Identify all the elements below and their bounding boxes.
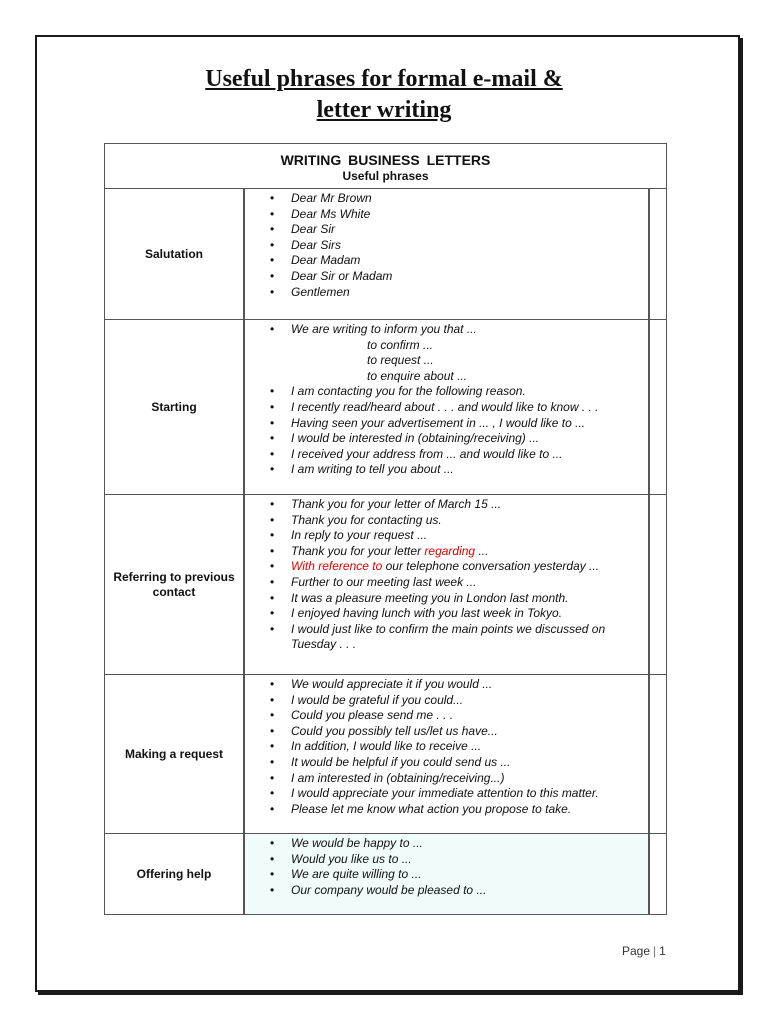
phrase-item: • In reply to your request ... <box>245 528 648 544</box>
phrase-item: • I am writing to tell you about ... <box>245 462 648 478</box>
phrase-item: • Could you please send me . . . <box>245 708 648 724</box>
phrase-continuation: to enquire about ... <box>367 368 468 383</box>
phrase-item: • I would be interested in (obtaining/receiving) ... <box>245 431 648 447</box>
phrase-item: • Thank you for your letter of March 15 ... <box>245 497 648 513</box>
row-referring-previous-contact <box>105 495 666 675</box>
phrase-item: • I would be grateful if you could... <box>245 693 648 709</box>
phrases-offering-help <box>245 834 650 914</box>
document-title <box>0 64 768 126</box>
phrase-item: • We are quite willing to ... <box>245 867 648 883</box>
phrase-item: • We would appreciate it if you would ... <box>245 677 648 693</box>
phrase-item: • Gentlemen <box>245 285 648 301</box>
phrase-text: our telephone conversation yesterday ... <box>385 559 600 574</box>
phrase-text: Thank you for your letter <box>291 543 422 558</box>
phrase-item: • Could you possibly tell us/let us have... <box>245 724 648 740</box>
row-label-salutation: Salutation <box>105 189 245 319</box>
row-making-request <box>105 675 666 834</box>
phrase-item: • It was a pleasure meeting you in London last month. <box>245 591 648 607</box>
phrase-item-mixed <box>245 559 648 575</box>
highlighted-phrase: With reference to <box>291 559 383 574</box>
phrase-item: • I would just like to confirm the main points we discussed on Tuesday . . . <box>245 622 648 653</box>
page-label: Page <box>622 944 651 958</box>
phrase-item: • Dear Sir <box>245 222 648 238</box>
phrase-item: • Dear Madam <box>245 253 648 269</box>
phrase-item: • We would be happy to ... <box>245 836 648 852</box>
row-offering-help <box>105 834 666 914</box>
phrase-item: • I am contacting you for the following reason. <box>245 384 648 400</box>
phrase-item: • I received your address from ... and would like to ... <box>245 447 648 463</box>
phrases-starting <box>245 320 650 494</box>
phrase-item: • Please let me know what action you propose to take. <box>245 802 648 818</box>
phrase-item: • Dear Sir or Madam <box>245 269 648 285</box>
phrase-item: • I am interested in (obtaining/receiving...) <box>245 771 648 787</box>
phrase-continuation: to request ... <box>367 353 434 368</box>
phrase-item: • Would you like us to ... <box>245 852 648 868</box>
row-label-starting: Starting <box>105 320 245 494</box>
table-heading: WRITING BUSINESS LETTERS <box>280 152 491 168</box>
phrase-item: • Dear Sirs <box>245 238 648 254</box>
phrase-item: • Further to our meeting last week ... <box>245 575 648 591</box>
phrase-item: • I recently read/heard about . . . and would like to know . . . <box>245 400 648 416</box>
row-label-referring: Referring to previous contact <box>105 495 245 674</box>
phrase-item: • Dear Ms White <box>245 207 648 223</box>
phrase-item: • Having seen your advertisement in ... , I would like to ... <box>245 416 648 432</box>
row-starting <box>105 320 666 495</box>
phrase-text: ... <box>478 543 489 558</box>
phrases-referring <box>245 495 650 674</box>
row-salutation <box>105 189 666 320</box>
table-header <box>105 144 666 189</box>
phrase-item: • We are writing to inform you that ... <box>245 322 648 338</box>
page-number: 1 <box>659 944 666 958</box>
phrase-item: • It would be helpful if you could send us ... <box>245 755 648 771</box>
highlighted-phrase: regarding <box>424 543 476 558</box>
phrases-table <box>104 143 667 915</box>
table-subheading: Useful phrases <box>342 169 429 183</box>
phrase-item: • I would appreciate your immediate attention to this matter. <box>245 786 648 802</box>
page-separator: | <box>653 944 657 958</box>
phrase-item-mixed <box>245 544 648 560</box>
phrase-item: • Dear Mr Brown <box>245 191 648 207</box>
phrase-item: • I enjoyed having lunch with you last week in Tokyo. <box>245 606 648 622</box>
title-line-1: Useful phrases for formal e-mail & <box>205 66 563 92</box>
page-footer <box>622 944 666 958</box>
phrase-item: • Our company would be pleased to ... <box>245 883 648 899</box>
phrase-item: • In addition, I would like to receive ... <box>245 739 648 755</box>
phrases-making-request <box>245 675 650 833</box>
phrases-salutation <box>245 189 650 319</box>
row-label-making-request: Making a request <box>105 675 245 833</box>
phrase-item: • Thank you for contacting us. <box>245 513 648 529</box>
row-label-offering-help: Offering help <box>105 834 245 914</box>
phrase-continuation: to confirm ... <box>367 337 434 352</box>
title-line-2: letter writing <box>316 97 452 123</box>
